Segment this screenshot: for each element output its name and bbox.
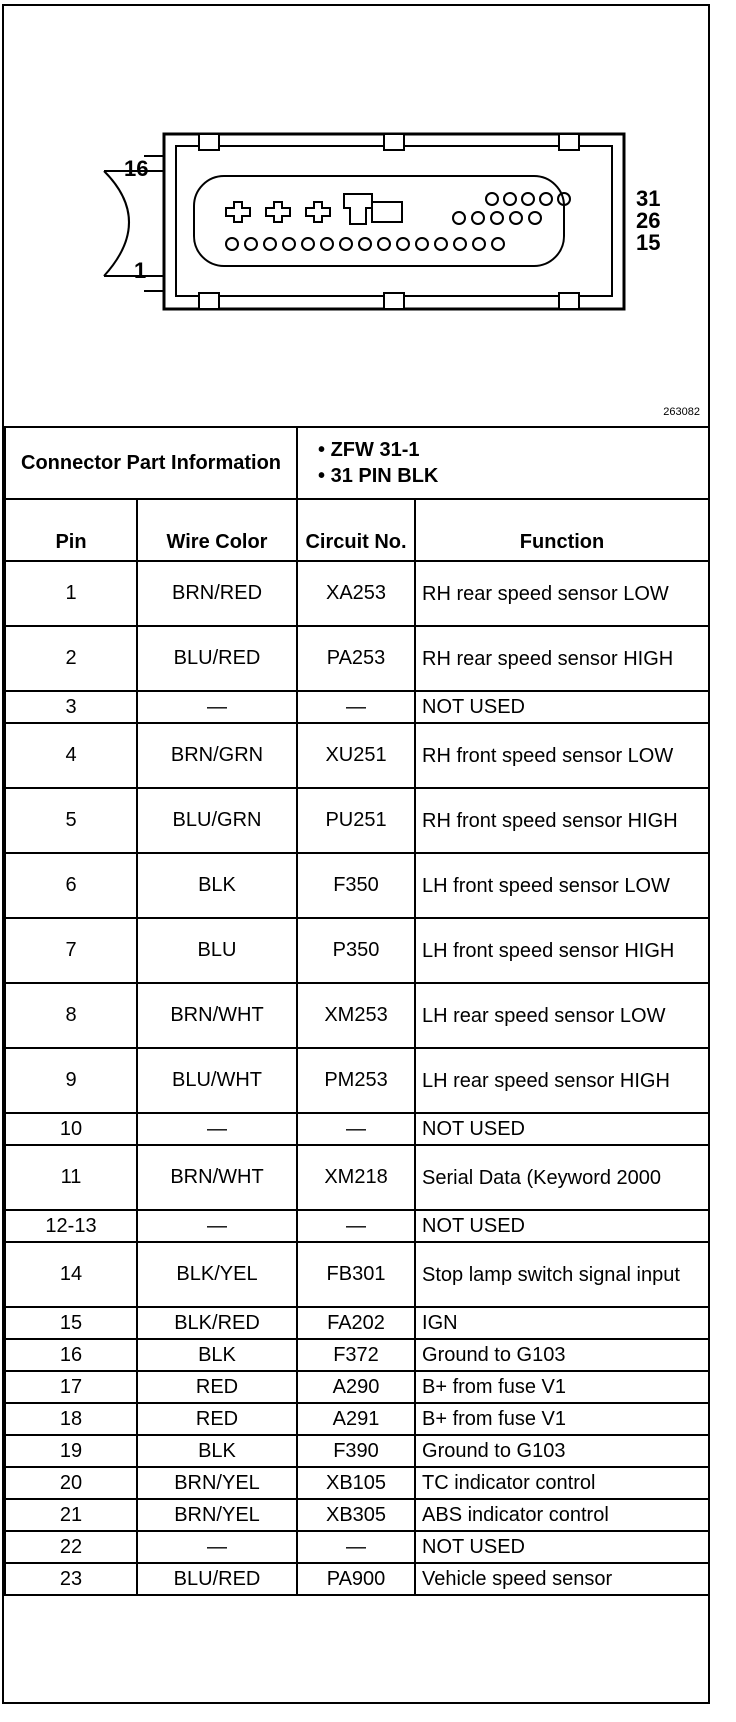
table-row [5,1339,709,1371]
pin-cell: 20 [5,1467,137,1499]
function-cell: LH front speed sensor LOW [415,853,709,918]
pin-cell: 3 [5,691,137,723]
connector-face-drawing [4,6,708,426]
connector-info-line: • ZFW 31-1 [318,439,420,461]
circuit-cell: — [297,1113,415,1145]
function-cell: TC indicator control [415,1467,709,1499]
function-cell: RH front speed sensor LOW [415,723,709,788]
pin-cell: 14 [5,1242,137,1307]
wire-color-cell: BLK [137,853,297,918]
table-row [5,1435,709,1467]
pin-label-15: 15 [636,230,661,255]
circuit-cell: A291 [297,1403,415,1435]
function-cell: NOT USED [415,1210,709,1242]
table-row [5,1145,709,1210]
function-cell: LH front speed sensor HIGH [415,918,709,983]
pin-cell: 2 [5,626,137,691]
wire-color-cell: RED [137,1403,297,1435]
wire-color-cell: BLU/WHT [137,1048,297,1113]
function-cell: Vehicle speed sensor [415,1563,709,1595]
function-cell: RH rear speed sensor LOW [415,561,709,626]
col-header-wire-color: Wire Color [137,499,297,561]
pin-label-1: 1 [134,258,147,283]
table-row [5,1499,709,1531]
connector-pinout-table [4,426,710,1596]
pin-label-31: 31 [636,186,661,211]
pin-cell: 19 [5,1435,137,1467]
table-row [5,1531,709,1563]
function-cell: RH rear speed sensor HIGH [415,626,709,691]
circuit-cell: F372 [297,1339,415,1371]
figure-number: 263082 [663,406,700,418]
pin-label-16: 16 [124,156,149,181]
wire-color-cell: BRN/GRN [137,723,297,788]
pin-cell: 6 [5,853,137,918]
connector-info-line: • 31 PIN BLK [318,465,439,487]
pin-cell: 15 [5,1307,137,1339]
circuit-cell: F350 [297,853,415,918]
connector-info-cell [297,427,709,499]
table-row [5,983,709,1048]
pin-cell: 4 [5,723,137,788]
wire-color-cell: — [137,1531,297,1563]
col-header-function: Function [415,499,709,561]
pin-cell: 17 [5,1371,137,1403]
circuit-cell: PM253 [297,1048,415,1113]
wire-color-cell: — [137,1210,297,1242]
function-cell: RH front speed sensor HIGH [415,788,709,853]
pin-cell: 12-13 [5,1210,137,1242]
function-cell: LH rear speed sensor HIGH [415,1048,709,1113]
function-cell: Ground to G103 [415,1339,709,1371]
circuit-cell: PU251 [297,788,415,853]
circuit-cell: — [297,691,415,723]
wire-color-cell: BLU/GRN [137,788,297,853]
pin-cell: 22 [5,1531,137,1563]
circuit-cell: PA900 [297,1563,415,1595]
table-row [5,1563,709,1595]
pin-label-26: 26 [636,208,661,233]
pin-cell: 7 [5,918,137,983]
function-cell: B+ from fuse V1 [415,1371,709,1403]
pin-cell: 8 [5,983,137,1048]
circuit-cell: XM218 [297,1145,415,1210]
table-row [5,1403,709,1435]
wire-color-cell: BRN/YEL [137,1499,297,1531]
wire-color-cell: BRN/YEL [137,1467,297,1499]
table-row [5,1113,709,1145]
wire-color-cell: — [137,1113,297,1145]
wire-color-cell: BLK [137,1339,297,1371]
function-cell: IGN [415,1307,709,1339]
pin-cell: 11 [5,1145,137,1210]
function-cell: NOT USED [415,1113,709,1145]
table-row [5,1467,709,1499]
circuit-cell: FB301 [297,1242,415,1307]
pin-cell: 21 [5,1499,137,1531]
pin-cell: 23 [5,1563,137,1595]
table-row [5,853,709,918]
circuit-cell: XM253 [297,983,415,1048]
connector-sheet [2,4,710,1704]
circuit-cell: XB105 [297,1467,415,1499]
circuit-cell: XA253 [297,561,415,626]
pin-cell: 16 [5,1339,137,1371]
table-row [5,788,709,853]
circuit-cell: XU251 [297,723,415,788]
function-cell: NOT USED [415,691,709,723]
wire-color-cell: BRN/WHT [137,1145,297,1210]
pin-cell: 9 [5,1048,137,1113]
wire-color-cell: RED [137,1371,297,1403]
circuit-cell: FA202 [297,1307,415,1339]
table-row [5,1371,709,1403]
wire-color-cell: BLK [137,1435,297,1467]
function-cell: Ground to G103 [415,1435,709,1467]
circuit-cell: — [297,1531,415,1563]
function-cell: B+ from fuse V1 [415,1403,709,1435]
table-row [5,918,709,983]
wire-color-cell: BLU/RED [137,626,297,691]
table-row [5,626,709,691]
function-cell: LH rear speed sensor LOW [415,983,709,1048]
table-row [5,1048,709,1113]
connector-part-info-header: Connector Part Information [5,427,297,499]
function-cell: Serial Data (Keyword 2000 [415,1145,709,1210]
wire-color-cell: BLK/YEL [137,1242,297,1307]
table-row [5,561,709,626]
wire-color-cell: BRN/WHT [137,983,297,1048]
col-header-circuit: Circuit No. [297,499,415,561]
circuit-cell: — [297,1210,415,1242]
table-row [5,1242,709,1307]
function-cell: Stop lamp switch signal input [415,1242,709,1307]
wire-color-cell: BLU [137,918,297,983]
table-row [5,1307,709,1339]
column-header-row [5,499,709,561]
pin-cell: 10 [5,1113,137,1145]
pin-cell: 1 [5,561,137,626]
table-row [5,691,709,723]
wire-color-cell: BLU/RED [137,1563,297,1595]
circuit-cell: XB305 [297,1499,415,1531]
wire-color-cell: — [137,691,297,723]
connector-info-row [5,427,709,499]
table-row [5,723,709,788]
pin-cell: 18 [5,1403,137,1435]
wire-color-cell: BRN/RED [137,561,297,626]
circuit-cell: P350 [297,918,415,983]
col-header-pin: Pin [5,499,137,561]
circuit-cell: A290 [297,1371,415,1403]
function-cell: ABS indicator control [415,1499,709,1531]
function-cell: NOT USED [415,1531,709,1563]
circuit-cell: PA253 [297,626,415,691]
circuit-cell: F390 [297,1435,415,1467]
table-row [5,1210,709,1242]
pin-cell: 5 [5,788,137,853]
wire-color-cell: BLK/RED [137,1307,297,1339]
connector-diagram [4,6,708,428]
